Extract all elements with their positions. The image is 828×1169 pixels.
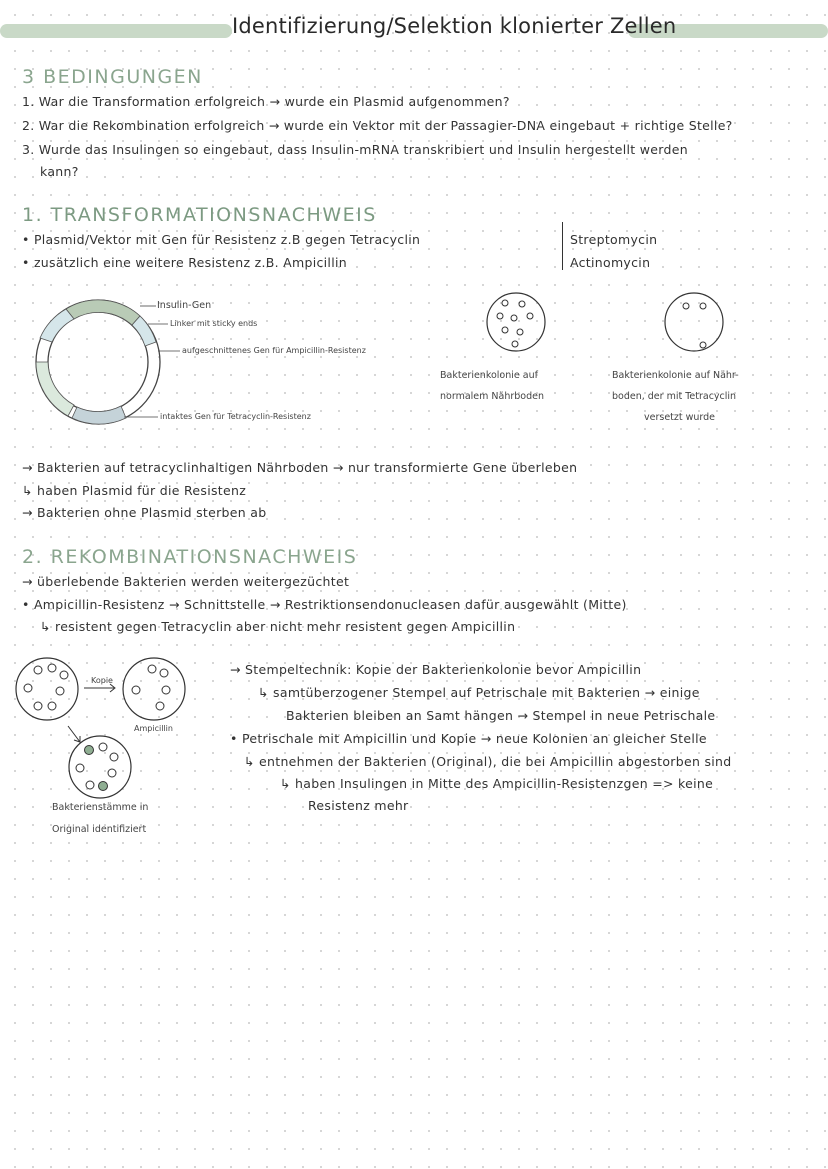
plasmid-label-tetracyclin: intaktes Gen für Tetracyclin-Resistenz — [160, 412, 311, 421]
section-heading-transformation: 1. TRANSFORMATIONSNACHWEIS — [22, 204, 377, 226]
page-title: Identifizierung/Selektion klonierter Zellen — [232, 14, 677, 38]
rekombination-line-3: ↳ resistent gegen Tetracyclin aber nicht mehr resistent gegen Ampicillin — [40, 619, 516, 634]
copy-arrow — [84, 684, 115, 692]
dish-right-caption-2: boden, der mit Tetracyclin — [612, 391, 737, 402]
plasmid-label-linker: Linker mit sticky ends — [170, 319, 258, 328]
stempel-line-6: ↳ haben Insulingen in Mitte des Ampicillin-Resistenzgen => keine — [280, 776, 714, 791]
dish-right-caption-1: Bakterienkolonie auf Nähr- — [612, 370, 739, 381]
rekombination-line-1: → überlebende Bakterien werden weitergezüchtet — [22, 574, 350, 589]
transformation-bullet-2: • zusätzlich eine weitere Resistenz z.B. Ampicillin — [22, 255, 347, 270]
plasmid-label-insulin: Insulin-Gen — [157, 300, 212, 311]
bedingung-3-continued: kann? — [40, 164, 79, 179]
identify-arrow — [68, 726, 80, 742]
stempel-line-2: ↳ samtüberzogener Stempel auf Petrischale mit Bakterien → einige — [258, 685, 700, 700]
diagram-label-ampicillin: Ampicillin — [134, 724, 173, 733]
section-heading-bedingungen: 3 BEDINGUNGEN — [22, 66, 203, 88]
rekombination-line-2: • Ampicillin-Resistenz → Schnittstelle → Restriktionsendonucleasen dafür ausgewählt (Mitte) — [22, 597, 627, 612]
transformation-note-3: → Bakterien ohne Plasmid sterben ab — [22, 505, 267, 520]
dish-left-caption-2: normalem Nährboden — [440, 391, 544, 402]
diagram-caption-1: Bakterienstämme in — [52, 802, 149, 813]
stempel-line-5: ↳ entnehmen der Bakterien (Original), die bei Ampicillin abgestorben sind — [244, 754, 732, 769]
stempel-line-7: Resistenz mehr — [308, 798, 409, 813]
transformation-note-1: → Bakterien auf tetracyclinhaltigen Nährboden → nur transformierte Gene überleben — [22, 460, 578, 475]
side-list-streptomycin: Streptomycin — [570, 232, 658, 247]
ampicillin-dish — [123, 658, 185, 720]
identified-dish — [69, 736, 131, 798]
diagram-label-kopie: Kopie — [91, 676, 113, 685]
diagram-caption-2: Original identifiziert — [52, 824, 147, 835]
bedingung-1: 1. War die Transformation erfolgreich → wurde ein Plasmid aufgenommen? — [22, 94, 510, 109]
stempel-line-3: Bakterien bleiben an Samt hängen → Stempel in neue Petrischale — [286, 708, 716, 723]
bedingung-3: 3. Wurde das Insulingen so eingebaut, dass Insulin-mRNA transkribiert und Insulin hergestellt werden — [22, 142, 688, 157]
plasmid-label-ampicillin: aufgeschnittenes Gen für Ampicillin-Resistenz — [182, 346, 366, 355]
transformation-bullet-1: • Plasmid/Vektor mit Gen für Resistenz z.B gegen Tetracyclin — [22, 232, 421, 247]
dish-right-caption-3: versetzt wurde — [644, 412, 716, 423]
bedingung-2: 2. War die Rekombination erfolgreich → wurde ein Vektor mit der Passagier-DNA eingebaut + richtige Stelle? — [22, 118, 733, 133]
stempel-line-1: → Stempeltechnik: Kopie der Bakterienkolonie bevor Ampicillin — [230, 662, 642, 677]
section-heading-rekombination: 2. REKOMBINATIONSNACHWEIS — [22, 546, 358, 568]
dish-left-caption-1: Bakterienkolonie auf — [440, 370, 538, 381]
original-dish — [16, 658, 78, 720]
side-list-actinomycin: Actinomycin — [570, 255, 651, 270]
transformation-note-2: ↳ haben Plasmid für die Resistenz — [22, 483, 247, 498]
stempel-line-4: • Petrischale mit Ampicillin und Kopie → neue Kolonien an gleicher Stelle — [230, 731, 707, 746]
